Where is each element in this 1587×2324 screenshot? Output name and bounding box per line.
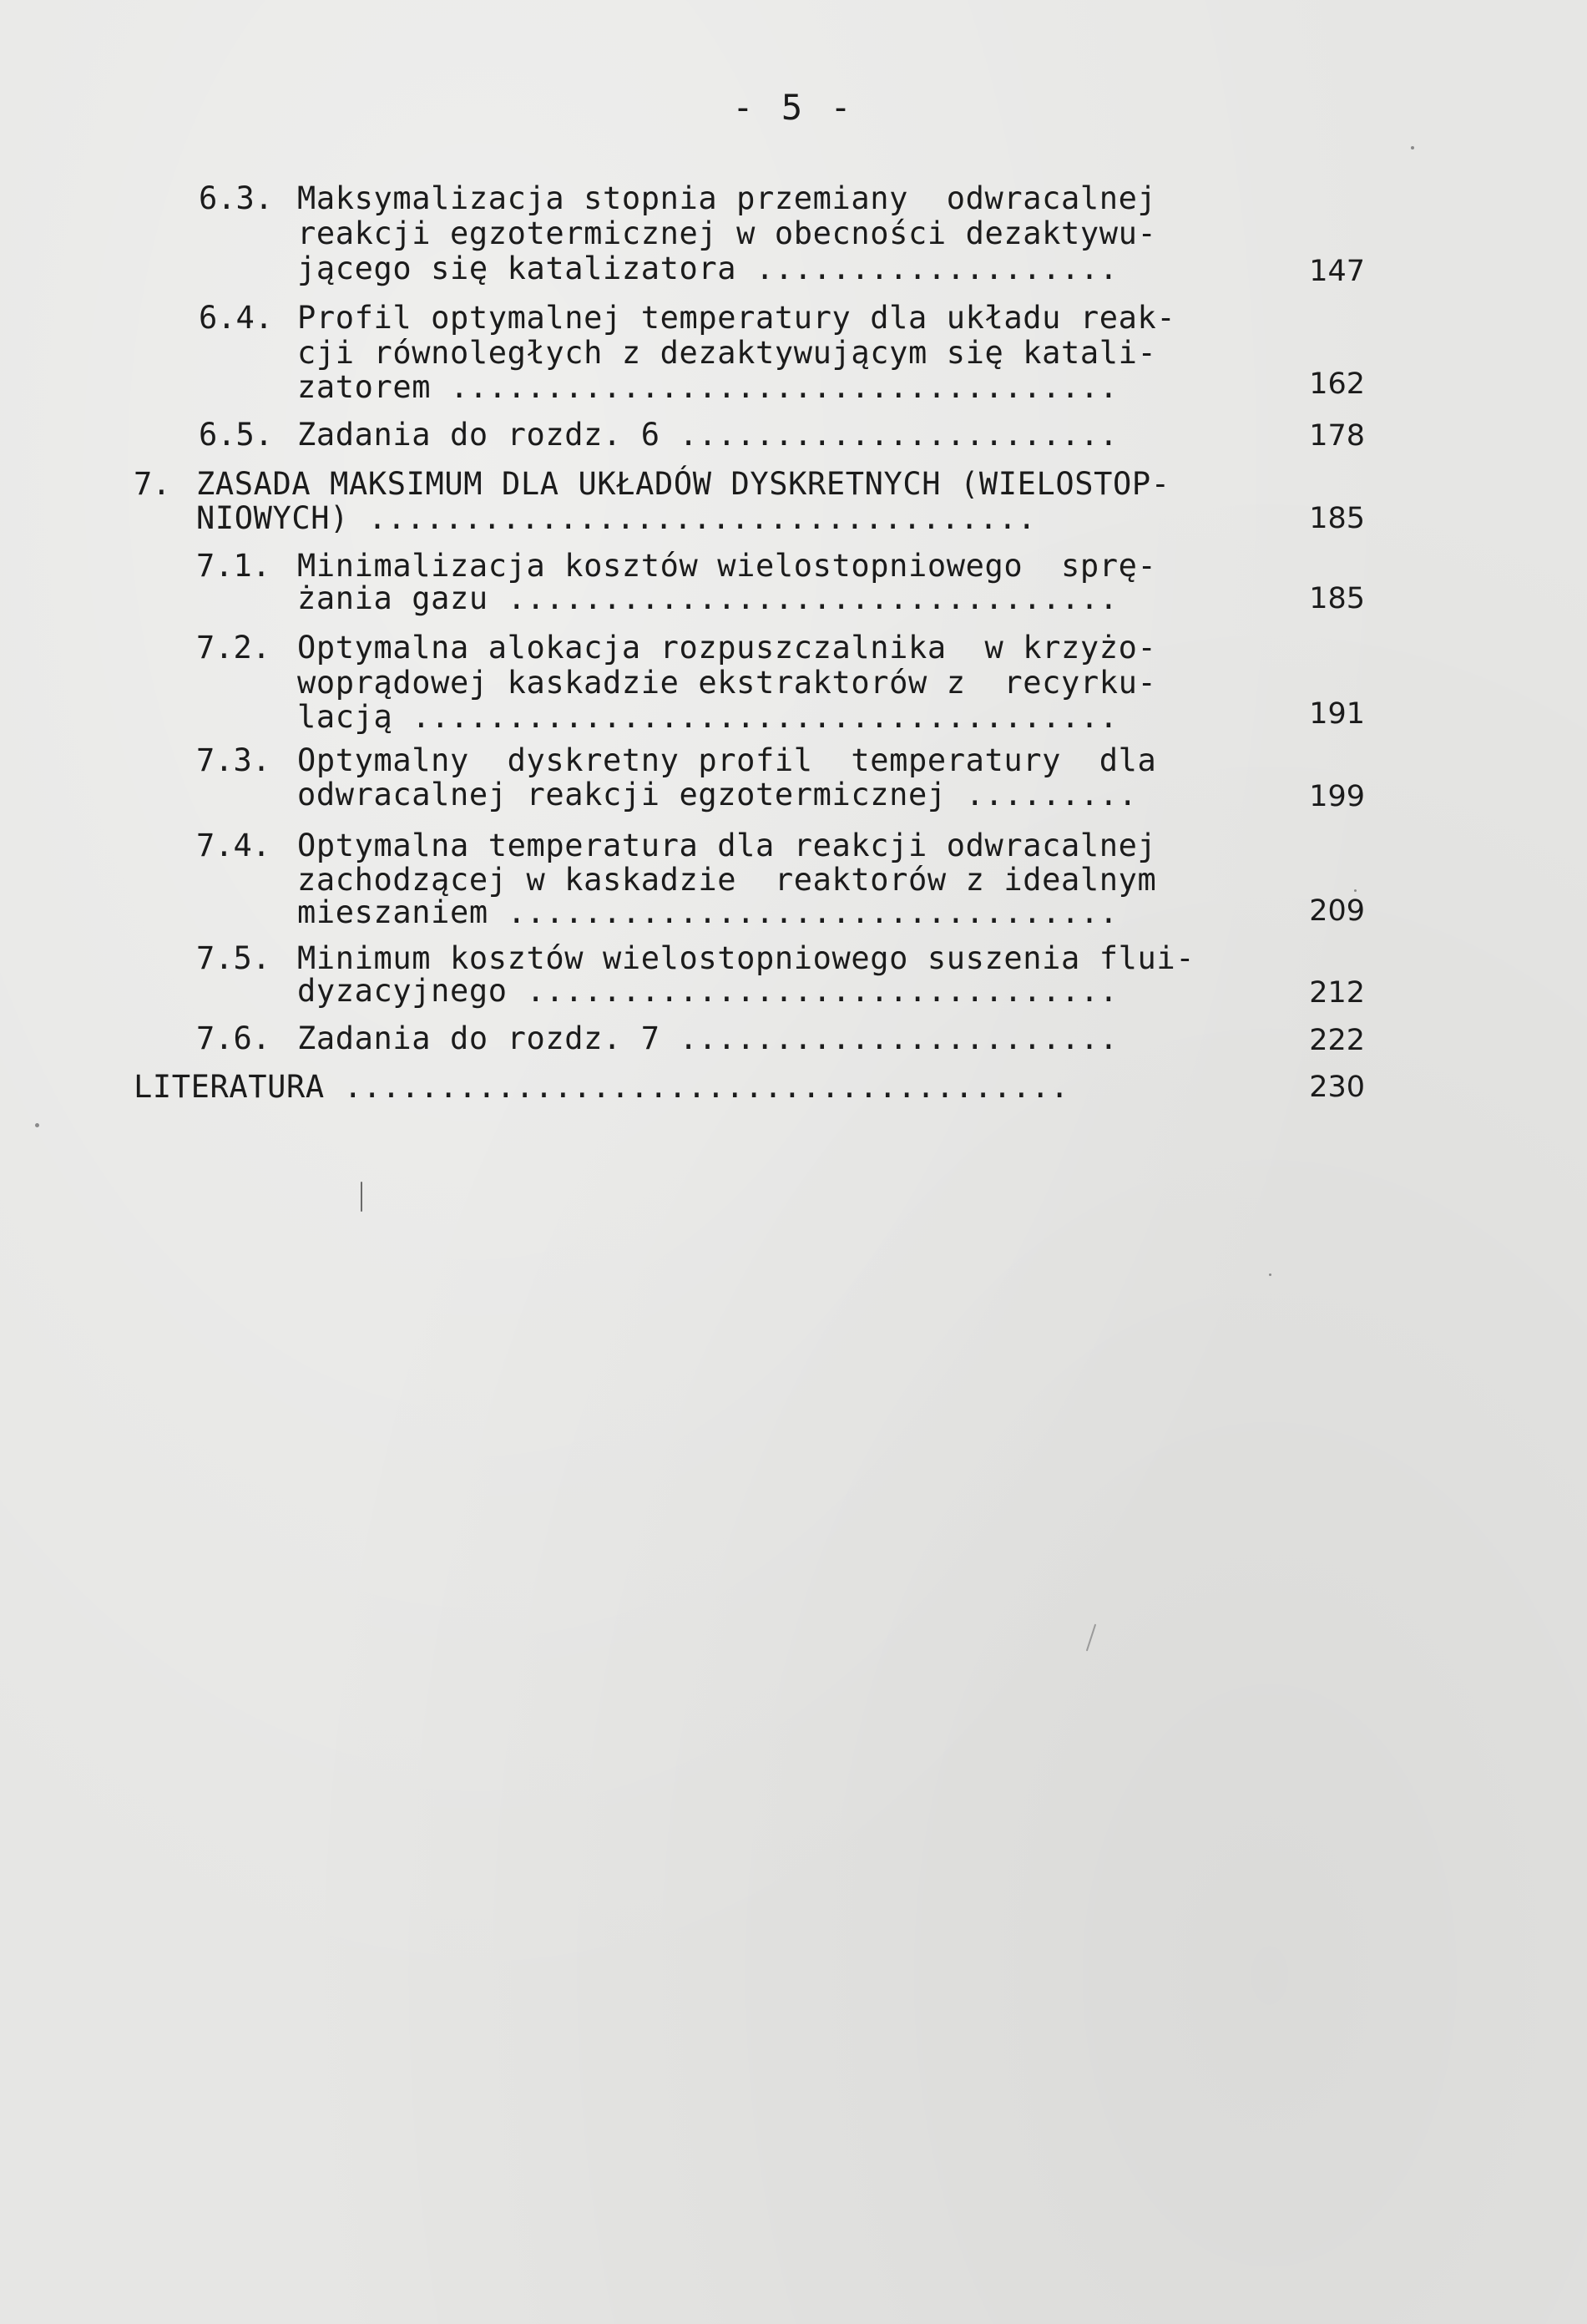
entry-title-line: jącego się katalizatora ................... bbox=[297, 251, 1119, 286]
entry-number: 7.6. bbox=[196, 1020, 271, 1056]
entry-title-line: woprądowej kaskadzie ekstraktorów z recyrku- bbox=[297, 665, 1157, 701]
entry-number: 6.3. bbox=[199, 180, 274, 216]
entry-page: 162 bbox=[1309, 367, 1365, 401]
entry-number: 7.1. bbox=[196, 548, 271, 584]
entry-page: 230 bbox=[1309, 1071, 1365, 1104]
entry-title-line: Maksymalizacja stopnia przemiany odwracalnej bbox=[297, 180, 1157, 216]
entry-title-line: dyzacyjnego ............................... bbox=[297, 973, 1119, 1009]
entry-page: 212 bbox=[1309, 976, 1365, 1010]
entry-number: 6.5. bbox=[199, 417, 274, 453]
entry-title-line: żania gazu ................................ bbox=[297, 580, 1119, 616]
entry-number: 7. bbox=[134, 466, 171, 502]
entry-title-line: zachodzącej w kaskadzie reaktorów z idealnym bbox=[297, 862, 1157, 898]
entry-number: 6.4. bbox=[199, 300, 274, 336]
entry-title-line: Minimalizacja kosztów wielostopniowego sprę- bbox=[297, 548, 1157, 584]
scan-speck bbox=[1269, 1273, 1271, 1276]
entry-title-line: reakcji egzotermicznej w obecności dezaktywu- bbox=[297, 215, 1157, 251]
entry-title-line: Minimum kosztów wielostopniowego suszenia flui- bbox=[297, 940, 1195, 976]
scan-speck bbox=[35, 1123, 39, 1127]
entry-title-line: cji równoległych z dezaktywującym się katali- bbox=[297, 335, 1157, 371]
entry-page: 147 bbox=[1309, 255, 1365, 288]
entry-number: 7.2. bbox=[196, 630, 271, 666]
entry-title-line: odwracalnej reakcji egzotermicznej ......... bbox=[297, 777, 1138, 813]
entry-title-line: Optymalna temperatura dla reakcji odwracalnej bbox=[297, 828, 1157, 863]
entry-page: 191 bbox=[1309, 697, 1365, 731]
entry-title-line: NIOWYCH) ................................... bbox=[196, 500, 1037, 536]
entry-title-line: zatorem ................................... bbox=[297, 369, 1119, 405]
page-number: - 5 - bbox=[732, 87, 855, 128]
entry-page: 185 bbox=[1309, 582, 1365, 615]
scan-speck bbox=[1354, 889, 1357, 892]
entry-title-line: Profil optymalnej temperatury dla układu reak- bbox=[297, 300, 1176, 336]
entry-title-line: Zadania do rozdz. 7 ....................... bbox=[297, 1020, 1119, 1056]
entry-title-line: ZASADA MAKSIMUM DLA UKŁADÓW DYSKRETNYCH (WIELOSTOP- bbox=[196, 466, 1170, 502]
scan-mark bbox=[361, 1182, 362, 1212]
entry-page: 199 bbox=[1309, 780, 1365, 813]
scan-speck bbox=[1411, 146, 1414, 149]
entry-title-line: mieszaniem ................................ bbox=[297, 894, 1119, 930]
entry-title-line: Optymalny dyskretny profil temperatury dla bbox=[297, 742, 1157, 778]
entry-title-line: lacją ..................................... bbox=[297, 699, 1119, 735]
entry-title-line: LITERATURA ...................................... bbox=[134, 1069, 1069, 1105]
entry-page: 185 bbox=[1309, 502, 1365, 535]
entry-page: 178 bbox=[1309, 419, 1365, 453]
entry-number: 7.5. bbox=[196, 940, 271, 976]
entry-page: 222 bbox=[1309, 1024, 1365, 1057]
entry-title-line: Optymalna alokacja rozpuszczalnika w krzyżo- bbox=[297, 630, 1157, 666]
entry-title-line: Zadania do rozdz. 6 ....................... bbox=[297, 417, 1119, 453]
entry-number: 7.3. bbox=[196, 742, 271, 778]
entry-number: 7.4. bbox=[196, 828, 271, 863]
entry-page: 209 bbox=[1309, 894, 1365, 928]
